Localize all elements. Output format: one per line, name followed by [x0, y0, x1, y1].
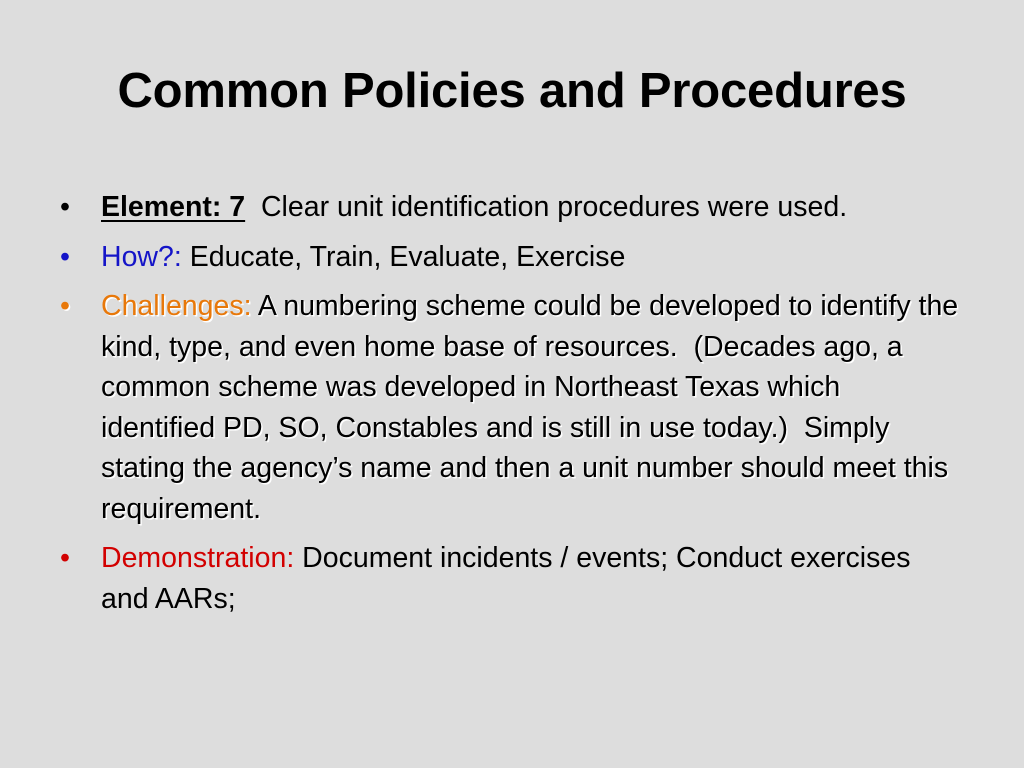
- bullet-text: Clear unit identification procedures were used.: [245, 191, 848, 223]
- slide-title: Common Policies and Procedures: [117, 64, 907, 118]
- bullet-label: Demonstration:: [101, 542, 295, 574]
- bullet-marker: •: [60, 542, 70, 574]
- bullet-challenges: [60, 286, 967, 529]
- bullet-label: Challenges:: [101, 290, 252, 322]
- bullet-text: Document incidents / events; Conduct exercises and AARs;: [101, 542, 911, 615]
- bullet-how: [60, 237, 960, 278]
- bullet-label: Element: 7: [101, 191, 246, 223]
- bullet-marker: •: [60, 191, 70, 223]
- bullet-element: [60, 187, 960, 228]
- bullet-demonstration: [60, 538, 960, 619]
- bullet-text: A numbering scheme could be developed to identify the kind, type, and even home base of resources. (Decades ago, a common scheme was developed in Northeast Texas which identified PD, SO, Constables and is still in use today.) Simply stating the agency’s name and then a unit number should meet this requirement.: [101, 290, 967, 525]
- bullet-list: [60, 187, 967, 628]
- bullet-marker: •: [60, 290, 70, 322]
- bullet-text: Educate, Train, Evaluate, Exercise: [181, 240, 626, 273]
- bullet-label: How?:: [101, 240, 182, 273]
- bullet-marker: •: [60, 240, 70, 273]
